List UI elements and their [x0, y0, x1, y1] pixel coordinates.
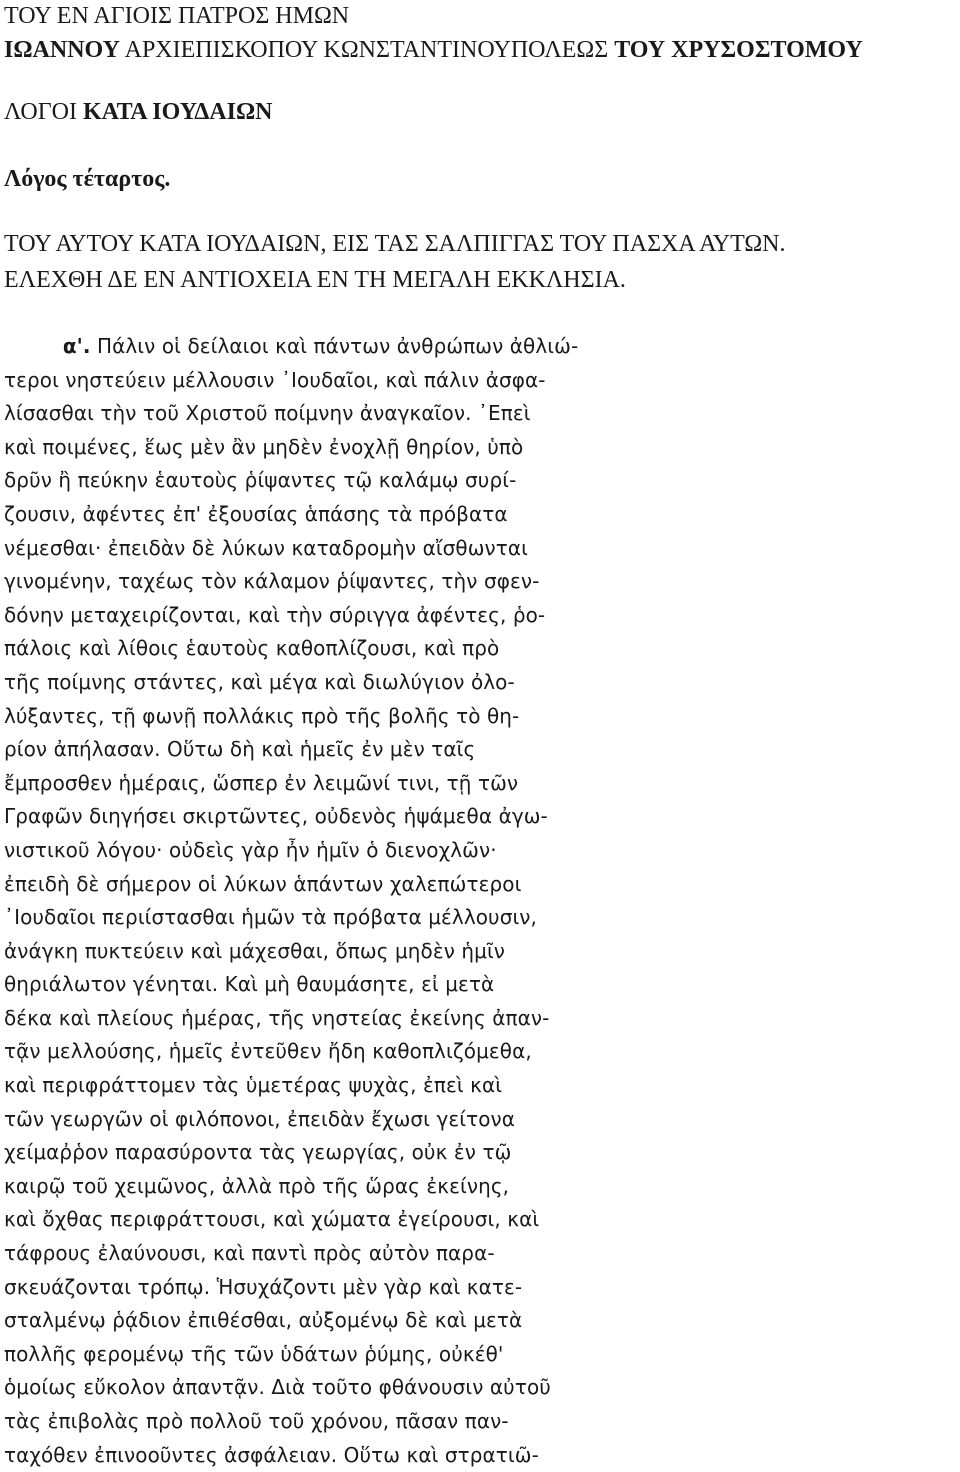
body-line: χείμαῤῥον παρασύροντα τὰς γεωργίας, οὐκ ἐν τῷ [4, 1140, 512, 1165]
body-line: δρῦν ἢ πεύκην ἑαυτοὺς ῥίψαντες τῷ καλάμῳ συρί- [4, 468, 517, 493]
discourse-number-text: Λόγος τέταρτος. [4, 166, 171, 192]
body-line: νέμεσθαι· ἐπειδὰν δὲ λύκων καταδρομὴν αἴσθωνται [4, 535, 529, 560]
body-line: τῆς ποίμνης στάντες, καὶ μέγα καὶ διωλύγιον ὀλο- [4, 669, 515, 694]
discourse-number [4, 163, 170, 195]
body-line: δόνην μεταχειρίζονται, καὶ τὴν σύριγγα ἀφέντες, ῥο- [4, 602, 546, 627]
body-line: τᾷν μελλούσης, ἡμεῖς ἐντεῦθεν ἤδη καθοπλιζόμεθα, [4, 1039, 532, 1064]
subtitle-line-2 [4, 264, 626, 296]
work-title [4, 96, 273, 128]
author-name: ΙΩΑΝΝΟΥ [4, 37, 120, 63]
author-title: ΑΡΧΙΕΠΙΣΚΟΠΟΥ ΚΩΝΣΤΑΝΤΙΝΟΥΠΟΛΕΩΣ [119, 37, 615, 63]
body-line: τάφρους ἐλαύνουσι, καὶ παντὶ πρὸς αὐτὸν παρα- [4, 1241, 495, 1266]
work-title-prefix: ΛΟΓΟΙ [4, 99, 83, 125]
body-line: νιστικοῦ λόγου· οὐδεὶς γὰρ ἦν ἡμῖν ὁ διενοχλῶν· [4, 837, 497, 862]
body-line: ζουσιν, ἀφέντες ἐπ' ἐξουσίας ἁπάσης τὰ πρόβατα [4, 501, 508, 526]
body-line: ᾿Ιουδαῖοι περιίστασθαι ἡμῶν τὰ πρόβατα μέλλουσιν, [4, 905, 537, 930]
body-line: θηριάλωτον γένηται. Καὶ μὴ θαυμάσητε, εἰ μετὰ [4, 972, 495, 997]
body-line: καὶ περιφράττομεν τὰς ὑμετέρας ψυχὰς, ἐπεὶ καὶ [4, 1073, 503, 1098]
work-title-bold: ΚΑΤΑ ΙΟΥΔΑΙΩΝ [82, 99, 273, 125]
body-line: ἀνάγκη πυκτεύειν καὶ μάχεσθαι, ὅπως μηδὲν ἡμῖν [4, 938, 506, 963]
title-line-2 [4, 34, 863, 66]
body-line: πάλοις καὶ λίθοις ἑαυτοὺς καθοπλίζουσι, καὶ πρὸ [4, 636, 500, 661]
body-line: τῶν γεωργῶν οἱ φιλόπονοι, ἐπειδὰν ἔχωσι γείτονα [4, 1106, 516, 1131]
body-line: λύξαντες, τῇ φωνῇ πολλάκις πρὸ τῆς βολῆς τὸ θη- [4, 703, 520, 728]
body-line: καὶ ποιμένες, ἕως μὲν ἂν μηδὲν ἐνοχλῇ θηρίον, ὑπὸ [4, 434, 524, 459]
body-line: γινομένην, ταχέως τὸν κάλαμον ῥίψαντες, τὴν σφεν- [4, 569, 540, 594]
subtitle-line-1 [4, 228, 786, 260]
body-line: πολλῆς φερομένῳ τῆς τῶν ὑδάτων ῥύμης, οὐκέθ' [4, 1341, 504, 1366]
body-line: ἔμπροσθεν ἡμέραις, ὥσπερ ἐν λειμῶνί τινι, τῇ τῶν [4, 770, 519, 795]
body-paragraph [4, 330, 956, 1472]
body-line: ρίον ἀπήλασαν. Οὕτω δὴ καὶ ἡμεῖς ἐν μὲν ταῖς [4, 737, 476, 762]
author-epithet: ΤΟΥ ΧΡΥΣΟΣΤΟΜΟΥ [614, 37, 863, 63]
body-line: καὶ ὄχθας περιφράττουσι, καὶ χώματα ἐγείρουσι, καὶ [4, 1207, 540, 1232]
body-line: ἐπειδὴ δὲ σήμερον οἱ λύκων ἁπάντων χαλεπώτεροι [4, 871, 522, 896]
subtitle-line-2-text: ΕΛΕΧΘΗ ΔΕ ΕΝ ΑΝΤΙΟΧΕΙΑ ΕΝ ΤΗ ΜΕΓΑΛΗ ΕΚΚΛΗΣΙΑ. [4, 267, 626, 293]
body-line: δέκα καὶ πλείους ἡμέρας, τῆς νηστείας ἐκείνης ἀπαν- [4, 1005, 550, 1030]
body-line: ταχόθεν ἐπινοοῦντες ἀσφάλειαν. Οὕτω καὶ στρατιῶ- [4, 1442, 539, 1467]
body-line [4, 330, 954, 364]
body-line: τεροι νηστεύειν μέλλουσιν ᾿Ιουδαῖοι, καὶ πάλιν ἀσφα- [4, 367, 546, 392]
body-line: ὁμοίως εὔκολον ἀπαντᾷν. Διὰ τοῦτο φθάνουσιν αὐτοῦ [4, 1375, 551, 1400]
body-line: Γραφῶν διηγήσει σκιρτῶντες, οὐδενὸς ἡψάμεθα ἀγω- [4, 804, 548, 829]
title-line-1 [4, 0, 349, 32]
section-number: α'. [62, 334, 91, 358]
body-line: λίσασθαι τὴν τοῦ Χριστοῦ ποίμνην ἀναγκαῖον. ᾿Επεὶ [4, 401, 531, 426]
body-line-text: Πάλιν οἱ δείλαιοι καὶ πάντων ἀνθρώπων ἀθλιώ- [90, 334, 579, 358]
body-line: τὰς ἐπιβολὰς πρὸ πολλοῦ τοῦ χρόνου, πᾶσαν παν- [4, 1409, 509, 1433]
title-line-1-text: ΤΟΥ ΕΝ ΑΓΙΟΙΣ ΠΑΤΡΟΣ ΗΜΩΝ [4, 3, 350, 29]
body-line: καιρῷ τοῦ χειμῶνος, ἀλλὰ πρὸ τῆς ὥρας ἐκείνης, [4, 1173, 510, 1198]
body-line: σταλμένῳ ῥᾴδιον ἐπιθέσθαι, αὐξομένῳ δὲ καὶ μετὰ [4, 1308, 523, 1333]
subtitle-line-1-text: ΤΟΥ ΑΥΤΟΥ ΚΑΤΑ ΙΟΥΔΑΙΩΝ, ΕΙΣ ΤΑΣ ΣΑΛΠΙΓΓΑΣ ΤΟΥ ΠΑΣΧΑ ΑΥΤΩΝ. [4, 231, 786, 257]
body-line: σκευάζονται τρόπῳ. Ἡσυχάζοντι μὲν γὰρ καὶ κατε- [4, 1274, 523, 1299]
